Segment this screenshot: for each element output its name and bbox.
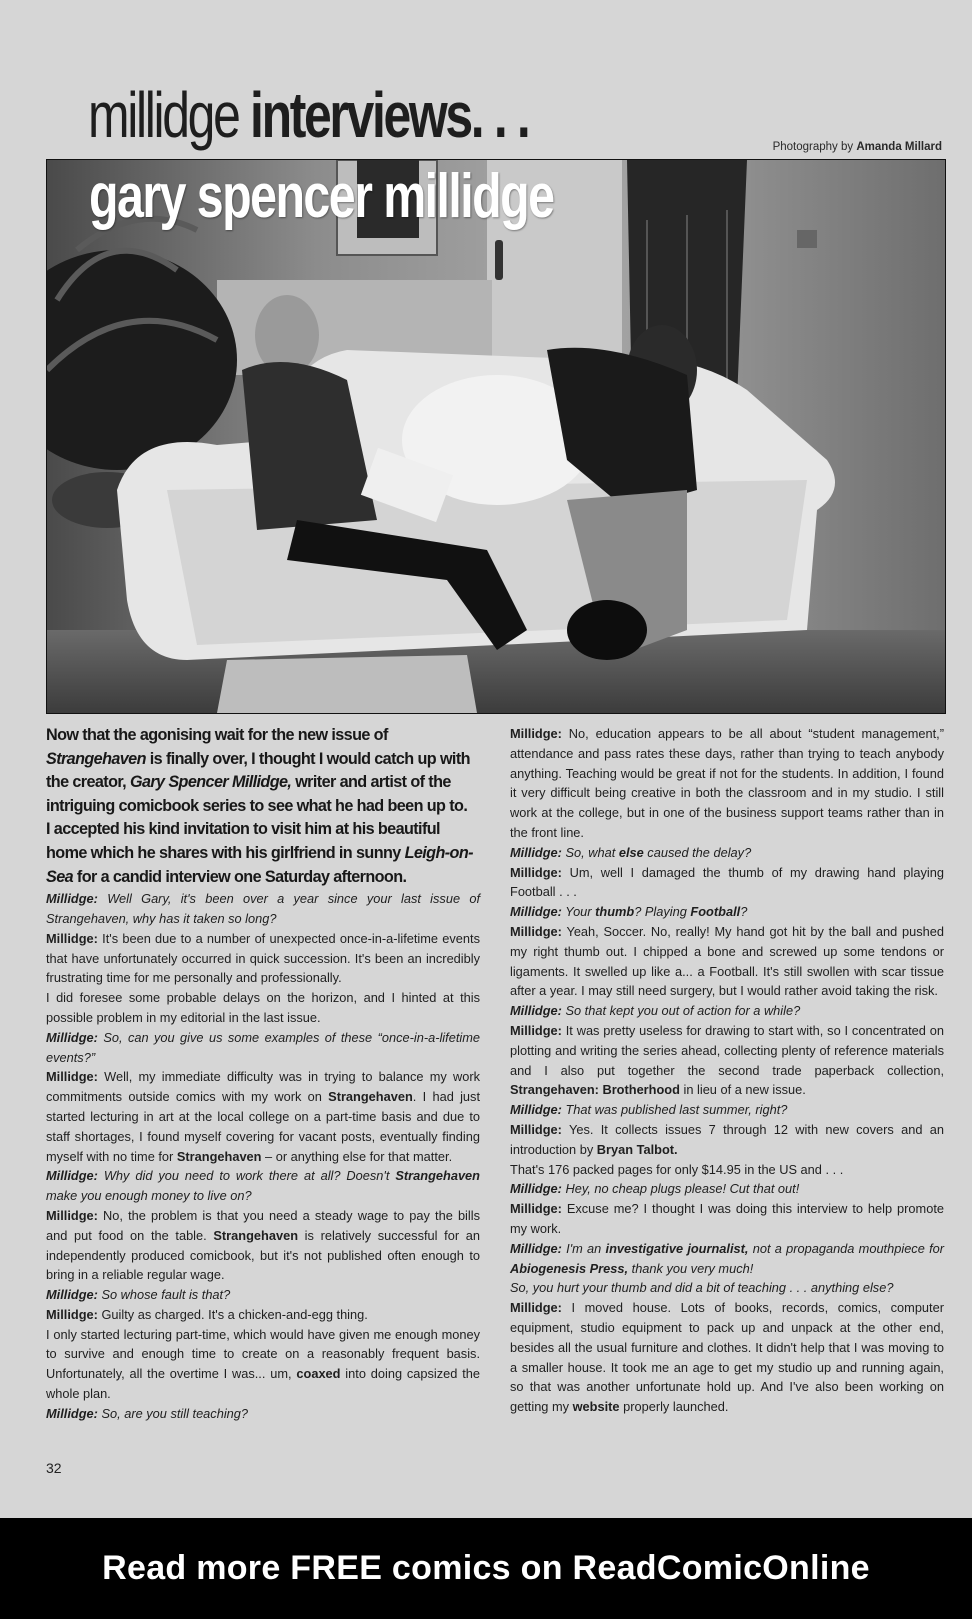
answer-paragraph: Millidge: Excuse me? I thought I was doing this interview to help promote my work. [510, 1201, 945, 1236]
question-paragraph: Millidge: So whose fault is that? [46, 1287, 231, 1303]
answer-paragraph: Millidge: Yeah, Soccer. No, really! My hand got hit by the ball and pushed my right thumb out. I chipped a bone and screwed up some tendons or ligaments. It swelled up like a... a Football. It's still swollen with scar tissue after a year. I may still need surgery, but I would rather avoid taking the risk. [510, 923, 944, 999]
question-paragraph: Millidge: So, can you give us some examples of these “once-in-a-lifetime events?” [46, 1029, 480, 1065]
answer-paragraph: Millidge: Um, well I damaged the thumb of my drawing hand playing Football . . . [510, 864, 944, 900]
article-column-right [510, 724, 944, 1417]
intro-paragraph-1: Now that the agonising wait for the new issue of Strangehaven is finally over, I thought I would catch up with the creator, Gary Spencer Millidge, writer and artist of the intriguing comicbook series to see what he had been up to. [46, 726, 470, 815]
title-light: millidge [88, 79, 239, 151]
title-bold: interviews. . . [250, 79, 529, 151]
answer-paragraph: Millidge: No, education appears to be all about “student management,” attendance and pass rates these days, rather than trying to teach anybody anything. Teaching would be great if not for the students. In addition, I found it very difficult being creative in both the classroom and in my studio. I still work at the college, but in one of the business support teams rather than in the front line. [510, 726, 944, 840]
answer-paragraph: I did foresee some probable delays on the horizon, and I hinted at this possible problem in my editorial in the last issue. [46, 990, 480, 1025]
question-paragraph: Millidge: Hey, no cheap plugs please! Cut that out! [510, 1181, 800, 1197]
article-column-left [46, 724, 480, 1424]
photo-illustration [47, 160, 945, 713]
answer-paragraph: Millidge: No, the problem is that you need a steady wage to pay the bills and put food on the table. Strangehaven is relatively successful for an independently produced comicbook, but it's not published often enough to bring in a reliable regular wage. [46, 1207, 480, 1283]
question-paragraph: Millidge: That was published last summer, right? [510, 1102, 788, 1118]
page-title [88, 80, 528, 150]
question-paragraph: Millidge: So, what else caused the delay? [510, 844, 752, 860]
photo-credit [773, 141, 942, 153]
answer-paragraph: Millidge: Well, my immediate difficulty was in trying to balance my work commitments outside comics with my work on Strangehaven. I had just started lecturing in art at the local college on a part-time basis and due to staff shortages, I found myself covering for vacant posts, eventually finding myself with no time for Strangehaven – or anything else for that matter. [46, 1069, 480, 1164]
answer-paragraph: Millidge: It's been due to a number of unexpected once-in-a-lifetime events that have unfortunately occurred in quick succession. It's been an incredibly frustrating time for me personally and professionally. [46, 930, 480, 986]
answer-paragraph: I only started lecturing part-time, which would have given me enough money to survive and enough time to create on a reasonably frequent basis. Unfortunately, all the overtime I was... um, coaxed into doing capsized the whole plan. [46, 1326, 480, 1402]
answer-paragraph: Millidge: Yes. It collects issues 7 through 12 with new covers and an introduction by Bryan Talbot. [510, 1121, 945, 1157]
question-paragraph: Millidge: Why did you need to work there at all? Doesn't Strangehaven make you enough money to live on? [46, 1168, 480, 1204]
question-paragraph: Millidge: So that kept you out of action for a while? [510, 1003, 801, 1019]
answer-paragraph: Millidge: Guilty as charged. It's a chicken-and-egg thing. [46, 1306, 368, 1322]
credit-name: Amanda Millard [856, 141, 942, 153]
interview-photo [46, 159, 946, 714]
answer-paragraph: Millidge: It was pretty useless for drawing to start with, so I concentrated on plotting and writing the series ahead, collecting plenty of reference materials and I also put together the second trade paperback collection, Strangehaven: Brotherhood in lieu of a new issue. [510, 1022, 944, 1098]
intro-paragraph-2: I accepted his kind invitation to visit him at his beautiful home which he shares with his girlfriend in sunny Leigh-on-Sea for a candid interview one Saturday afternoon. [46, 820, 473, 886]
page-number: 32 [46, 1460, 62, 1476]
answer-paragraph: That's 176 packed pages for only $14.95 in the US and . . . [510, 1161, 844, 1177]
promo-banner-text[interactable]: Read more FREE comics on ReadComicOnline [102, 1549, 870, 1587]
question-paragraph: Millidge: I'm an investigative journalist, not a propaganda mouthpiece for Abiogenesis Press, thank you very much! [510, 1240, 944, 1276]
question-paragraph: Millidge: Your thumb? Playing Football? [510, 904, 748, 920]
question-paragraph: Millidge: Well Gary, it's been over a year since your last issue of Strangehaven, why has it taken so long? [46, 891, 481, 926]
answer-paragraph: Millidge: I moved house. Lots of books, records, comics, computer equipment, studio equipment to pack up and unpack at the other end, besides all the usual furniture and clothes. It didn't help that I was moving to a smaller house. It took me an age to get my studio up and running again, so that was another unfortunate hold up. And I've also been working on getting my website properly launched. [510, 1300, 944, 1415]
question-paragraph: So, you hurt your thumb and did a bit of teaching . . . anything else? [510, 1280, 894, 1296]
promo-banner[interactable] [0, 1518, 972, 1619]
question-paragraph: Millidge: So, are you still teaching? [46, 1405, 249, 1421]
interview-subtitle: gary spencer millidge [89, 162, 554, 231]
credit-prefix: Photography by [772, 141, 854, 153]
